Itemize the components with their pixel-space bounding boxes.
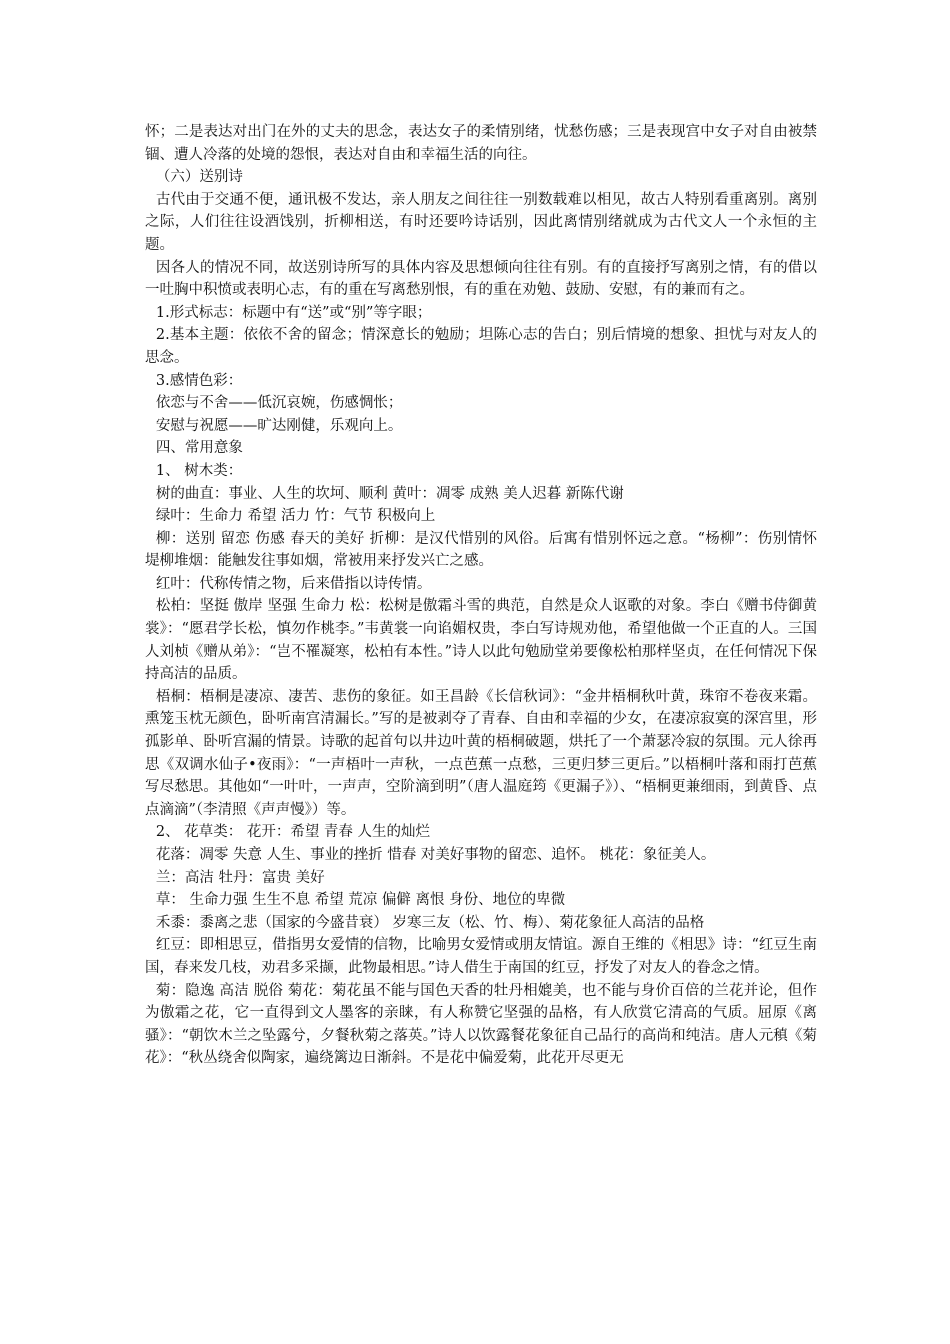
- list-item-emotion: 3.感情色彩：: [155, 372, 243, 389]
- paragraph-orchid: 兰：高洁 牡丹：富贵 美好: [155, 869, 325, 886]
- paragraph-parasol: 梧桐：梧桐是凄凉、凄苦、悲伤的象征。如王昌龄《长信秋词》：“金井梧桐秋叶黄，珠帘不卷夜来霜。熏笼玉枕无颜色，卧听南宫清漏长。”写的是被剥夺了青春、自由和幸福的少女，在凄凉寂寞的深宫里，形孤影单、卧听宫漏的情景。诗歌的起首句以井边叶黄的梧桐破题，烘托了一个萧瑟冷寂的氛围。元人徐再思《双调水仙子•夜雨》：“一声梧叶一声秋，一点芭蕉一点愁，三更归梦三更后。”以梧桐叶落和雨打芭蕉写尽愁思。其他如“一叶叶，一声声，空阶滴到明”（唐人温庭筠《更漏子》）、“梧桐更兼细雨，到黄昏、点点滴滴”（李清照《声声慢》）等。: [145, 688, 817, 818]
- paragraph-grass: 草： 生命力强 生生不息 希望 荒凉 偏僻 离恨 身份、地位的卑微: [155, 892, 566, 909]
- heading-farewell-poems: （六）送别诗: [155, 169, 243, 186]
- paragraph-willow: 柳：送别 留恋 伤感 春天的美好 折柳：是汉代惜别的风俗。后寓有惜别怀远之意。“杨柳”：伤别情怀 堤柳堆烟：能触发往事如烟，常被用来抒发兴亡之感。: [145, 530, 817, 570]
- paragraph-tree-shape: 树的曲直：事业、人生的坎坷、顺利 黄叶：凋零 成熟 美人迟暮 新陈代谢: [155, 485, 624, 502]
- paragraph-farewell-background: 古代由于交通不便，通讯极不发达，亲人朋友之间往往一别数载难以相见，故古人特别看重离别。离别之际，人们往往设酒饯别，折柳相送，有时还要吟诗话别，因此离情别绪就成为古代文人一个永恒的主题。: [145, 191, 817, 253]
- paragraph-red-bean: 红豆：即相思豆，借指男女爱情的信物，比喻男女爱情或朋友情谊。源自王维的《相思》诗：“红豆生南国，春来发几枝，劝君多采撷，此物最相思。”诗人借生于南国的红豆，抒发了对友人的眷念之情。: [145, 937, 817, 976]
- paragraph-millet: 禾黍：黍离之悲（国家的今盛昔衰） 岁寒三友（松、竹、梅）、菊花象征人高洁的品格: [155, 914, 705, 931]
- paragraph-chrysanthemum: 菊：隐逸 高洁 脱俗 菊花：菊花虽不能与国色天香的牡丹相媲美，也不能与身价百倍的兰花并论，但作为傲霜之花，它一直得到文人墨客的亲睐，有人称赞它坚强的品格，有人欣赏它清高的气质。屈原《离骚》：“朝饮木兰之坠露兮，夕餐秋菊之落英。”诗人以饮露餐花象征自己品行的高尚和纯洁。唐人元稹《菊花》：“秋丛绕舍似陶家，遍绕篱边日渐斜。不是花中偏爱菊，此花开尽更无: [145, 982, 817, 1067]
- emotion-attachment: 依恋与不舍——低沉哀婉，伤感惆怅；: [155, 395, 403, 412]
- list-item-basic-theme: 2.基本主题：依依不舍的留念；情深意长的勉励；坦陈心志的告白；别后情境的想象、担忧与对友人的思念。: [145, 327, 817, 366]
- paragraph-red-leaf: 红叶：代称传情之物，后来借指以诗传情。: [155, 575, 432, 592]
- heading-trees: 1、 树木类：: [155, 462, 243, 479]
- heading-flowers-grasses: 2、 花草类： 花开：希望 青春 人生的灿烂: [155, 824, 431, 841]
- emotion-consolation: 安慰与祝愿——旷达刚健，乐观向上。: [155, 417, 403, 434]
- paragraph-farewell-content: 因各人的情况不同，故送别诗所写的具体内容及思想倾向往往有别。有的直接抒写离别之情，有的借以一吐胸中积愤或表明心志，有的重在写离愁别恨，有的重在劝勉、鼓励、安慰，有的兼而有之。: [145, 259, 817, 299]
- document-page: [145, 121, 817, 1070]
- paragraph-green-leaf: 绿叶：生命力 希望 活力 竹：气节 积极向上: [155, 508, 436, 525]
- paragraph-pine-cypress: 松柏：坚挺 傲岸 坚强 生命力 松：松树是傲霜斗雪的典范，自然是众人讴歌的对象。李白《赠书侍御黄裳》：“愿君学长松，慎勿作桃李。”韦黄裳一向谄媚权贵，李白写诗规劝他，希望他做一个正直的人。三国人刘桢《赠从弟》：“岂不罹凝寒，松柏有本性。”诗人以此句勉励堂弟要像松柏那样坚贞，在任何情况下保持高洁的品质。: [145, 598, 817, 683]
- list-item-form-marker: 1.形式标志：标题中有“送”或“别”等字眼；: [155, 304, 432, 321]
- paragraph-boudoir-themes: 怀；二是表达对出门在外的丈夫的思念，表达女子的柔情别绪，忧愁伤感；三是表现宫中女子对自由被禁锢、遭人冷落的处境的怨恨，表达对自由和幸福生活的向往。: [145, 124, 817, 163]
- heading-common-imagery: 四、常用意象: [155, 440, 243, 457]
- paragraph-falling-flowers: 花落：凋零 失意 人生、事业的挫折 惜春 对美好事物的留恋、追怀。 桃花：象征美人。: [155, 847, 716, 863]
